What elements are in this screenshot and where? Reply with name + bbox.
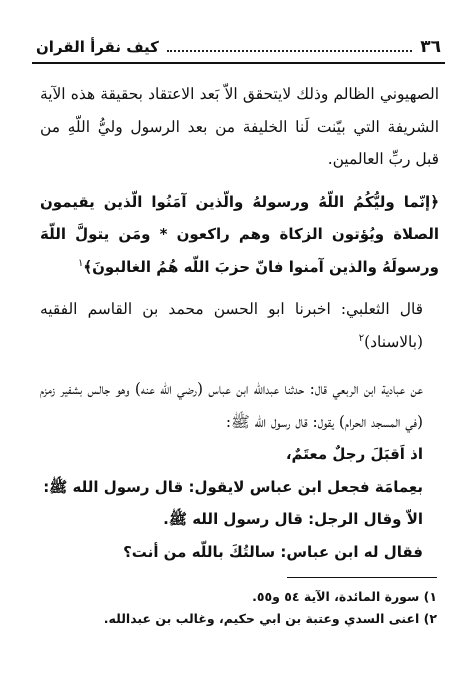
page-header: [36, 30, 441, 56]
footnote: ١) سورة المائدة، الآية ٥٤ و٥٥.: [252, 589, 437, 604]
paragraph-text: قال الثعلبي: اخبرنا ابو الحسن محمد بن القاسم الفقيه (بالاسناد): [40, 300, 423, 351]
hadith-line: الاّ وقال الرجل: قال رسول الله ﷺ.: [163, 510, 423, 528]
header-rule: [32, 62, 445, 64]
hadith-line: فقال له ابن عباس: سالتُكَ باللّه من أنت؟: [123, 542, 423, 561]
running-title: كيف نقرأ القران: [36, 38, 159, 56]
paragraph-text: الصهيوني الظالم وذلك لايتحقق الاّ بَعد الاعتقاد بحقيقة هذه الآية الشريفة التي بيّنت لَنا الخليفة من بعد الرسول وليُّ اللّهِ من قبل ربِّ العالمين.: [40, 85, 439, 168]
footnote-rule: [287, 577, 437, 578]
quran-verse: [40, 186, 439, 284]
paragraph: [40, 78, 439, 176]
hadith-line: بعِمامَة فجعل ابن عباس لايقول: قال رسول الله ﷺ:: [43, 477, 423, 496]
verse-text: ﴿إنّما وليُّكُمُ اللّهُ ورسولهُ والّذين آمَنُوا الّذين يقيمون الصلاة ويُؤتون الزكاة وهم راكعون * ومَن يتولَّ اللّهَ ورسولَهُ والذين آمنوا فانّ حزبَ اللّه هُمُ الغالبونَ﴾: [40, 192, 439, 276]
page-number: ٣٦: [420, 37, 441, 57]
body-text: [40, 78, 439, 568]
header-dot-leader: [167, 49, 412, 52]
hadith-line: اذ اَقبَلَ رجلٌ معتَمٌ،: [285, 445, 423, 463]
footnote: ٢) اعنى السدي وعتبة بن ابي حكيم، وغالب بن عبدالله.: [103, 611, 437, 626]
footnote-ref: ١: [77, 257, 84, 269]
footnotes: [40, 586, 437, 630]
paragraph-text: عن عبادية ابن الربعي قال: حدثنا عبدالله ابن عباس (رضي الله عنه) وهو جالس بشفير زمزم (في المسجد الحرام) يقول: قال رسول الله ﷺ:: [40, 380, 423, 431]
paragraph: [40, 293, 439, 358]
footnote-ref: ٢: [358, 332, 365, 344]
paragraph: [40, 373, 439, 438]
